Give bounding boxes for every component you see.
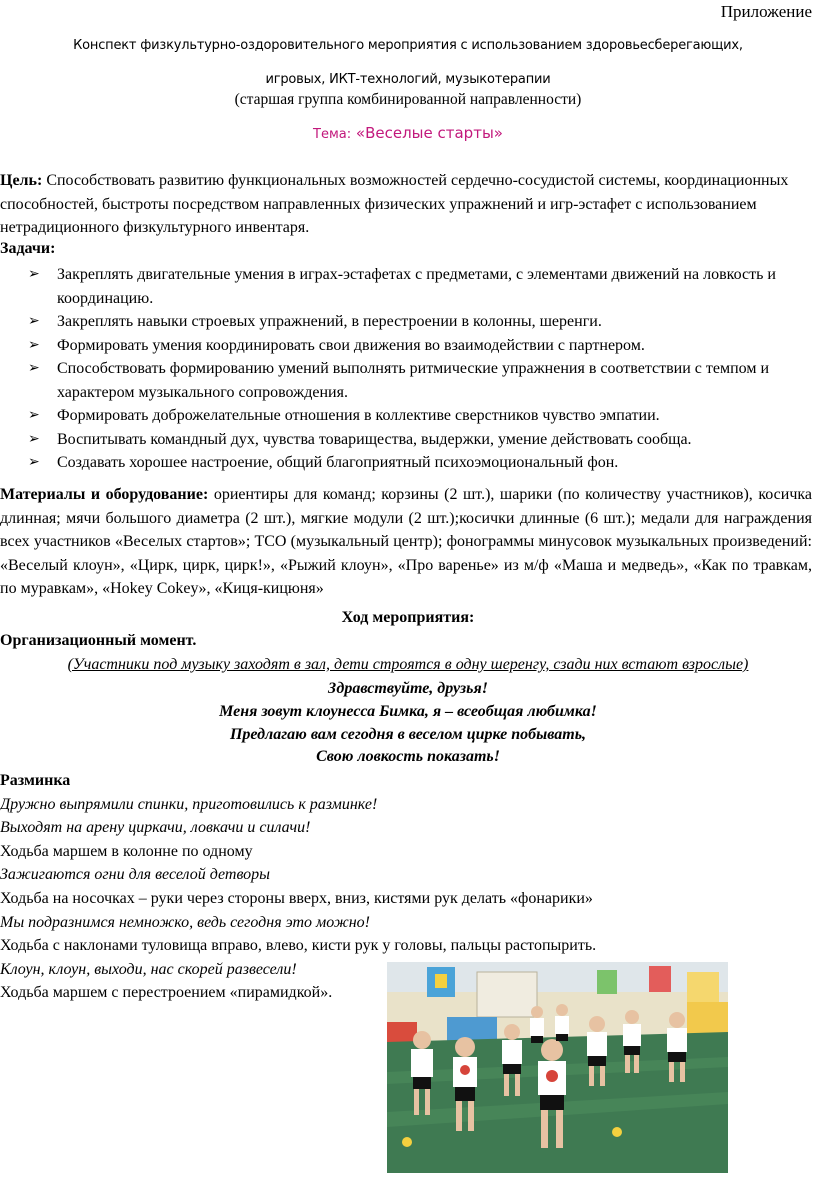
- verse-line: Здравствуйте, друзья!: [328, 680, 488, 697]
- theme-line: [0, 124, 816, 142]
- verse-line: Свою ловкость показать!: [316, 748, 500, 765]
- materials-text: ориентиры для команд; корзины (2 шт.), шарики (по количеству участников), косичка длинная; мячи большого диаметра (2 шт.), мягкие модули (2 шт.);косички длинные (6 шт.); медали для награждения всех участников «Веселых стартов»; ТСО (музыкальный центр); фонограммы минусовок музыкальных произведений: «Веселый клоун», «Цирк, цирк, цирк!», «Рыжий клоун», «Про варенье» из м/ф «Маша и медведь», «Как по травкам, по муравкам», «Hokey Cokey», «Киця-кицюня»: [0, 486, 813, 597]
- warmup-line: Зажигаются огни для веселой детворы: [0, 866, 271, 884]
- list-item: [0, 334, 790, 358]
- task-text: Способствовать формированию умений выполнять ритмические упражнения в соответствии с темпом и характером музыкального сопровождения.: [57, 360, 770, 401]
- task-text: Закреплять навыки строевых упражнений, в перестроении в колонны, шеренги.: [57, 313, 602, 330]
- course-heading: Ход мероприятия:: [341, 609, 475, 626]
- list-item: [0, 263, 790, 310]
- list-item: [0, 310, 790, 334]
- task-text: Формировать умения координировать свои движения во взаимодействии с партнером.: [57, 336, 645, 354]
- appendix-label: Приложение: [720, 2, 812, 21]
- task-text: Воспитывать командный дух, чувства товарищества, выдержки, умение действовать сообща.: [57, 430, 692, 448]
- title-line-3: (старшая группа комбинированной направленности): [234, 91, 582, 108]
- arrow-bullet-icon: ➢: [28, 336, 40, 353]
- org-note: (Участники под музыку заходят в зал, дети строятся в одну шеренгу, сзади них встают взрослые): [67, 656, 749, 673]
- arrow-bullet-icon: ➢: [28, 407, 40, 423]
- theme-label: Тема:: [313, 127, 352, 142]
- arrow-bullet-icon: ➢: [28, 430, 40, 447]
- warmup-line: Ходьба с наклонами туловища вправо, влево, кисти рук у головы, пальцы растопырить.: [0, 937, 597, 955]
- warmup-line: Выходят на арену циркачи, ловкачи и силачи!: [0, 819, 311, 837]
- materials-label: Материалы и оборудование:: [0, 486, 209, 503]
- tasks-list: [0, 263, 790, 475]
- materials-paragraph: [0, 483, 812, 601]
- task-text: Формировать доброжелательные отношения в коллективе сверстников чувство эмпатии.: [57, 407, 660, 424]
- list-item: [0, 404, 790, 428]
- goal-label: Цель:: [0, 172, 43, 189]
- goal-text: Способствовать развитию функциональных возможностей сердечно-сосудистой системы, координационных способностей, быстроты посредством направленных физических упражнений и игр-эстафет с использованием нетрадиционного физкультурного инвентаря.: [0, 172, 789, 236]
- tasks-heading: Задачи:: [0, 240, 56, 257]
- title-line-1: Конспект физкультурно-оздоровительного мероприятия с использованием здоровьесберегающих,: [73, 38, 743, 53]
- warmup-line: Ходьба на носочках – руки через стороны вверх, вниз, кистями рук делать «фонарики»: [0, 889, 593, 907]
- list-item: [0, 357, 790, 404]
- arrow-bullet-icon: ➢: [28, 454, 40, 470]
- task-text: Создавать хорошее настроение, общий благоприятный психоэмоциональный фон.: [57, 454, 619, 471]
- verse-line: Предлагаю вам сегодня в веселом цирке побывать,: [229, 726, 587, 743]
- warmup-line: Клоун, клоун, выходи, нас скорей развесели!: [0, 960, 297, 978]
- gym-children-photo: [387, 962, 728, 1173]
- org-heading: Организационный момент.: [0, 632, 197, 649]
- arrow-bullet-icon: ➢: [28, 360, 40, 376]
- warmup-line: Ходьба маршем с перестроением «пирамидкой».: [0, 984, 333, 1002]
- title-line-2: игровых, ИКТ-технологий, музыкотерапии: [265, 72, 551, 87]
- list-item: [0, 428, 790, 452]
- goal-paragraph: [0, 169, 790, 240]
- arrow-bullet-icon: ➢: [28, 266, 40, 282]
- warmup-line: Мы подразнимся немножко, ведь сегодня это можно!: [0, 913, 370, 931]
- verse-line: Меня зовут клоунесса Бимка, я – всеобщая любимка!: [219, 703, 597, 720]
- task-text: Закреплять двигательные умения в играх-эстафетах с предметами, с элементами движений на ловкость и координацию.: [57, 266, 776, 307]
- list-item: [0, 451, 790, 475]
- arrow-bullet-icon: ➢: [28, 313, 40, 329]
- warmup-heading: Разминка: [0, 772, 71, 789]
- warmup-line: Дружно выпрямили спинки, приготовились к разминке!: [0, 795, 378, 813]
- theme-value: «Веселые старты»: [355, 124, 503, 142]
- warmup-line: Ходьба маршем в колонне по одному: [0, 842, 253, 860]
